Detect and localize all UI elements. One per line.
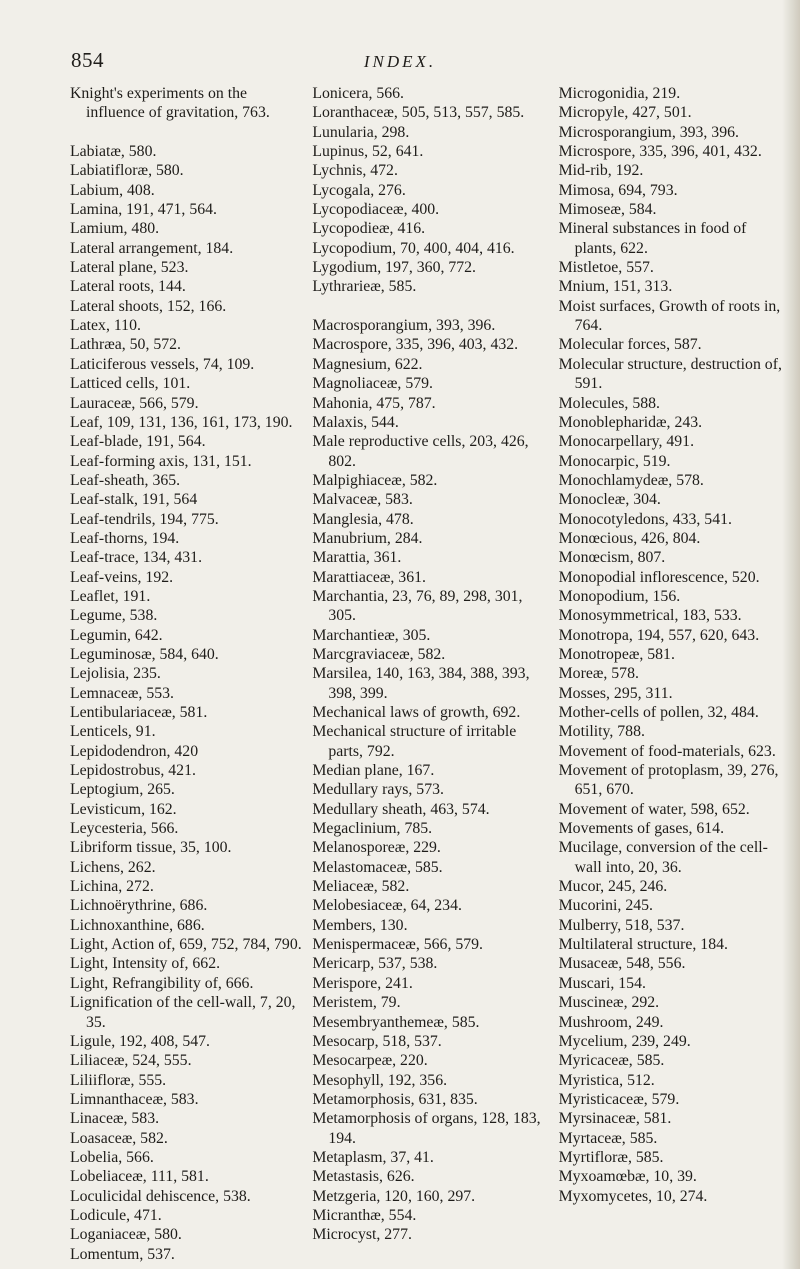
index-entry: Mesocarp, 518, 537. (312, 1032, 442, 1050)
index-entry: Movement of water, 598, 652. (558, 800, 750, 818)
index-entry: Lemnaceæ, 553. (70, 684, 174, 702)
index-entry: Marchantieæ, 305. (312, 626, 431, 644)
index-entry: Labium, 408. (70, 181, 155, 199)
index-entry: Mucorini, 245. (558, 897, 653, 915)
index-entry: Leaflet, 191. (70, 587, 151, 605)
index-entry: Motility, 788. (558, 723, 645, 741)
index-entry: Lycogala, 276. (312, 181, 406, 199)
index-entry: Movement of protoplasm, 39, 276, 651, 670. (558, 762, 779, 799)
index-entry: Mahonia, 475, 787. (312, 394, 436, 412)
index-entry: Mechanical laws of growth, 692. (312, 704, 521, 721)
index-entry: Mesocarpeæ, 220. (312, 1052, 428, 1070)
index-entry: Lateral plane, 523. (70, 259, 189, 277)
index-entry: Lignification of the cell-wall, 7, 20, 35. (70, 994, 296, 1031)
index-entry: Medullary rays, 573. (312, 781, 444, 799)
index-entry: Lateral shoots, 152, 166. (70, 297, 227, 315)
index-entry: Lamium, 480. (70, 220, 160, 238)
index-columns (70, 84, 785, 1264)
index-entry: Liliifloræ, 555. (70, 1071, 167, 1089)
index-entry: Leptogium, 265. (70, 781, 175, 799)
index-entry: Marcgraviaceæ, 582. (312, 645, 446, 663)
index-entry: Latticed cells, 101. (70, 375, 191, 393)
index-entry: Monopodial inflorescence, 520. (558, 568, 760, 586)
index-entry: Mnium, 151, 313. (558, 278, 673, 296)
index-entry: Myrtifloræ, 585. (558, 1148, 664, 1166)
index-entry: Megaclinium, 785. (312, 820, 433, 838)
index-entry: Monotropa, 194, 557, 620, 643. (558, 626, 760, 644)
index-entry: Light, Intensity of, 662. (70, 955, 221, 973)
index-entry: Monœcious, 426, 804. (558, 529, 701, 547)
index-entry: Macrospore, 335, 396, 403, 432. (312, 336, 519, 354)
index-entry: Meristem, 79. (312, 994, 401, 1012)
index-entry: Metzgeria, 120, 160, 297. (312, 1187, 476, 1205)
index-entry: Melobesiaceæ, 64, 234. (312, 897, 462, 915)
index-entry: Leaf-tendrils, 194, 775. (70, 510, 219, 528)
index-entry: Median plane, 167. (312, 762, 435, 780)
index-entry: Lenticels, 91. (70, 723, 156, 741)
index-entry: Merispore, 241. (312, 974, 413, 992)
index-entry: Linaceæ, 583. (70, 1110, 160, 1128)
index-entry: Lentibulariaceæ, 581. (70, 704, 208, 721)
index-entry: Mid-rib, 192. (558, 162, 644, 180)
index-entry: Mineral substances in food of plants, 622. (558, 220, 747, 257)
index-entry: Leaf-thorns, 194. (70, 529, 180, 547)
index-entry: Lepidodendron, 420 (70, 742, 199, 760)
index-entry: Labiatæ, 580. (70, 143, 157, 161)
index-column-1 (70, 84, 312, 1264)
index-entry: Microspore, 335, 396, 401, 432. (558, 143, 762, 161)
index-entry: Menispermaceæ, 566, 579. (312, 936, 483, 954)
index-entry: Moreæ, 578. (558, 665, 639, 683)
index-entry: Labiatifloræ, 580. (70, 162, 184, 180)
index-entry: Movement of food-materials, 623. (558, 742, 776, 760)
letter-gap (312, 297, 550, 316)
index-entry: Leaf-forming axis, 131, 151. (70, 452, 252, 470)
index-entry: Manubrium, 284. (312, 529, 423, 547)
index-entry: Malaxis, 544. (312, 413, 399, 431)
index-entry: Lythrarieæ, 585. (312, 278, 417, 296)
index-entry: Leguminosæ, 584, 640. (70, 645, 219, 663)
index-entry: Marsilea, 140, 163, 384, 388, 393, 398, 399. (312, 665, 530, 702)
index-entry: Monoblepharidæ, 243. (558, 413, 703, 431)
index-entry: Lycopodium, 70, 400, 404, 416. (312, 239, 515, 257)
index-entry: Lejolisia, 235. (70, 665, 161, 683)
index-entry: Loculicidal dehiscence, 538. (70, 1187, 251, 1205)
index-entry: Malpighiaceæ, 582. (312, 471, 438, 489)
index-entry: Loranthaceæ, 505, 513, 557, 585. (312, 104, 525, 122)
index-entry: Lobelia, 566. (70, 1148, 154, 1166)
index-entry: Knight's experiments on the influence of gravitation, 763. (70, 85, 270, 122)
index-entry: Lobeliaceæ, 111, 581. (70, 1168, 209, 1186)
index-entry: Ligule, 192, 408, 547. (70, 1032, 210, 1050)
index-entry: Lomentum, 537. (70, 1245, 175, 1263)
index-entry: Mushroom, 249. (558, 1013, 664, 1031)
index-entry: Muscari, 154. (558, 974, 646, 992)
index-entry: Metamorphosis of organs, 128, 183, 194. (312, 1110, 541, 1147)
index-entry: Members, 130. (312, 916, 408, 934)
index-entry: Monochlamydeæ, 578. (558, 471, 704, 489)
index-entry: Mucilage, conversion of the cell-wall into, 20, 36. (558, 839, 768, 876)
index-entry: Mulberry, 518, 537. (558, 916, 685, 934)
index-entry: Micranthæ, 554. (312, 1206, 417, 1224)
index-entry: Leaf-veins, 192. (70, 568, 174, 586)
index-entry: Microcyst, 277. (312, 1226, 412, 1244)
index-entry: Microgonidia, 219. (558, 85, 681, 102)
index-entry: Metaplasm, 37, 41. (312, 1148, 434, 1166)
index-entry: Mimosa, 694, 793. (558, 181, 678, 199)
index-entry: Myristica, 512. (558, 1071, 655, 1089)
index-column-2 (312, 84, 558, 1264)
index-entry: Mosses, 295, 311. (558, 684, 673, 702)
index-entry: Monœcism, 807. (558, 549, 666, 567)
index-entry: Mimoseæ, 584. (558, 201, 657, 219)
index-entry: Monocarpic, 519. (558, 452, 671, 470)
index-entry: Legume, 538. (70, 607, 158, 625)
index-entry: Light, Refrangibility of, 666. (70, 974, 254, 992)
index-entry: Lycopodieæ, 416. (312, 220, 426, 238)
index-entry: Lateral arrangement, 184. (70, 239, 234, 257)
index-entry: Lathræa, 50, 572. (70, 336, 181, 354)
index-entry: Mesembryanthemeæ, 585. (312, 1013, 480, 1031)
index-entry: Monopodium, 156. (558, 587, 681, 605)
index-entry: Microsporangium, 393, 396. (558, 123, 739, 141)
index-entry: Liliaceæ, 524, 555. (70, 1052, 192, 1070)
index-entry: Mericarp, 537, 538. (312, 955, 438, 973)
index-entry: Myrsinaceæ, 581. (558, 1110, 672, 1128)
index-entry: Lunularia, 298. (312, 123, 410, 141)
index-entry: Leaf-trace, 134, 431. (70, 549, 203, 567)
index-entry: Monocleæ, 304. (558, 491, 661, 509)
index-entry: Limnanthaceæ, 583. (70, 1090, 199, 1108)
index-entry: Musaceæ, 548, 556. (558, 955, 686, 973)
index-entry: Mistletoe, 557. (558, 259, 654, 277)
running-title: INDEX. (363, 52, 437, 71)
index-entry: Myxoamœbæ, 10, 39. (558, 1168, 697, 1186)
index-entry: Libriform tissue, 35, 100. (70, 839, 232, 857)
index-entry: Lychnis, 472. (312, 162, 398, 180)
index-entry: Molecules, 588. (558, 394, 660, 412)
index-entry: Leaf, 109, 131, 136, 161, 173, 190. (70, 413, 293, 431)
index-entry: Monocotyledons, 433, 541. (558, 510, 732, 528)
index-entry: Levisticum, 162. (70, 800, 177, 818)
index-entry: Monotropeæ, 581. (558, 645, 675, 663)
index-entry: Moist surfaces, Growth of roots in, 764. (558, 297, 781, 335)
index-entry: Macrosporangium, 393, 396. (312, 317, 496, 335)
index-entry: Mother-cells of pollen, 32, 484. (558, 704, 759, 721)
index-entry: Medullary sheath, 463, 574. (312, 800, 490, 818)
page-number: 854 (71, 48, 104, 72)
index-entry: Lauraceæ, 566, 579. (70, 394, 199, 412)
index-entry: Monosymmetrical, 183, 533. (558, 607, 742, 625)
letter-gap (70, 123, 304, 142)
index-entry: Melastomaceæ, 585. (312, 858, 443, 876)
index-column-3 (559, 84, 785, 1264)
index-entry: Marattia, 361. (312, 549, 402, 567)
index-entry: Mycelium, 239, 249. (558, 1032, 691, 1050)
index-entry: Latex, 110. (70, 317, 141, 335)
index-entry: Mesophyll, 192, 356. (312, 1071, 448, 1089)
index-entry: Myristicaceæ, 579. (558, 1090, 680, 1108)
index-entry: Lodicule, 471. (70, 1206, 162, 1224)
index-entry: Leaf-sheath, 365. (70, 471, 181, 489)
index-entry: Melanosporeæ, 229. (312, 839, 441, 857)
index-entry: Leaf-stalk, 191, 564 (70, 491, 198, 509)
index-entry: Loganiaceæ, 580. (70, 1226, 182, 1244)
index-entry: Movements of gases, 614. (558, 820, 725, 838)
index-entry: Marattiaceæ, 361. (312, 568, 426, 586)
index-entry: Leaf-blade, 191, 564. (70, 433, 206, 451)
index-entry: Legumin, 642. (70, 626, 163, 644)
index-entry: Myrtaceæ, 585. (558, 1129, 658, 1147)
index-entry: Metamorphosis, 631, 835. (312, 1090, 478, 1108)
index-entry: Marchantia, 23, 76, 89, 298, 301, 305. (312, 587, 523, 625)
index-entry: Meliaceæ, 582. (312, 878, 410, 896)
index-entry: Magnesium, 622. (312, 355, 423, 373)
index-entry: Malvaceæ, 583. (312, 491, 413, 509)
index-entry: Lepidostrobus, 421. (70, 762, 196, 780)
index-entry: Lamina, 191, 471, 564. (70, 201, 217, 219)
index-entry: Male reproductive cells, 203, 426, 802. (312, 433, 529, 470)
index-entry: Lichnoxanthine, 686. (70, 916, 205, 934)
index-entry: Myxomycetes, 10, 274. (558, 1187, 708, 1205)
index-entry: Lupinus, 52, 641. (312, 143, 424, 161)
index-entry: Molecular structure, destruction of, 591. (558, 355, 782, 393)
index-entry: Micropyle, 427, 501. (558, 104, 692, 122)
index-entry: Monocarpellary, 491. (558, 433, 695, 451)
index-entry: Light, Action of, 659, 752, 784, 790. (70, 936, 302, 954)
index-entry: Loasaceæ, 582. (70, 1129, 168, 1147)
index-entry: Lonicera, 566. (312, 85, 405, 102)
index-entry: Laticiferous vessels, 74, 109. (70, 355, 255, 373)
index-entry: Lycopodiaceæ, 400. (312, 201, 440, 219)
index-entry: Lateral roots, 144. (70, 278, 186, 296)
index-entry: Magnoliaceæ, 579. (312, 375, 433, 393)
index-entry: Manglesia, 478. (312, 510, 414, 528)
index-entry: Molecular forces, 587. (558, 336, 702, 354)
index-entry: Myricaceæ, 585. (558, 1052, 665, 1070)
page-header (0, 48, 800, 76)
index-entry: Lichina, 272. (70, 878, 154, 896)
index-entry: Lichens, 262. (70, 858, 156, 876)
index-entry: Mucor, 245, 246. (558, 878, 668, 896)
index-entry: Muscineæ, 292. (558, 994, 660, 1012)
index-entry: Lygodium, 197, 360, 772. (312, 259, 477, 277)
index-entry: Mechanical structure of irritable parts, 792. (312, 723, 517, 760)
index-entry: Lichnoërythrine, 686. (70, 897, 208, 915)
index-entry: Multilateral structure, 184. (558, 936, 728, 954)
index-entry: Leycesteria, 566. (70, 820, 179, 838)
index-entry: Metastasis, 626. (312, 1168, 415, 1186)
